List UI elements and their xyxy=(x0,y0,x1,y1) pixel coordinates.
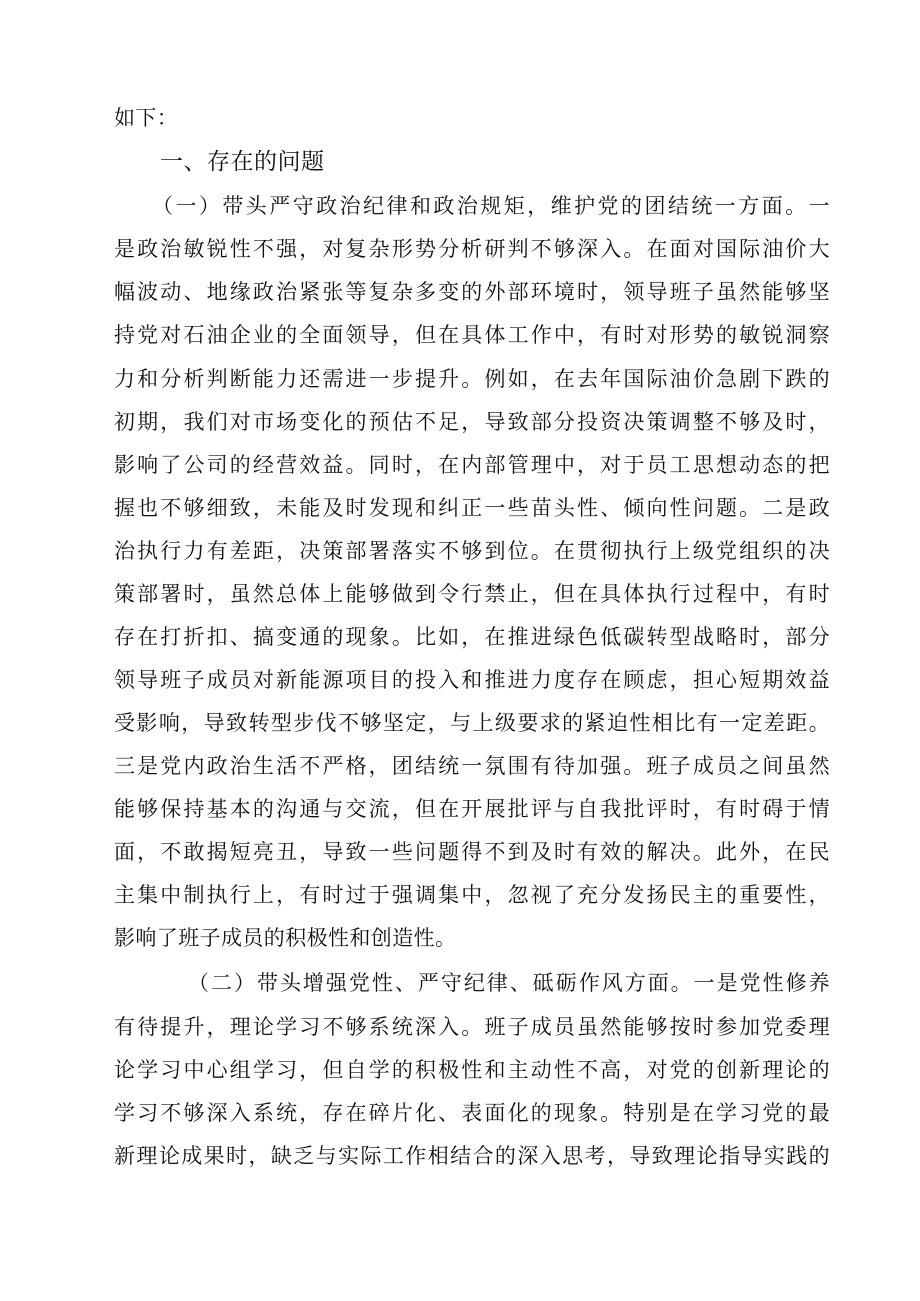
paragraph-2-line-4: 学习不够深入系统，存在碎片化、表面化的现象。特别是在学习党的最 xyxy=(114,1101,830,1125)
paragraph-2-line-5: 新理论成果时，缺乏与实际工作相结合的深入思考，导致理论指导实践的 xyxy=(114,1144,830,1168)
paragraph-1-line-11: 存在打折扣、搞变通的现象。比如，在推进绿色低碳转型战略时，部分 xyxy=(114,625,830,649)
paragraph-2-line-2: 有待提升，理论学习不够系统深入。班子成员虽然能够按时参加党委理 xyxy=(114,1015,830,1039)
paragraph-1-line-4: 持党对石油企业的全面领导，但在具体工作中，有时对形势的敏锐洞察 xyxy=(114,323,830,347)
paragraph-1-line-18: 影响了班子成员的积极性和创造性。 xyxy=(114,926,457,950)
paragraph-1-line-5: 力和分析判断能力还需进一步提升。例如，在去年国际油价急剧下跌的 xyxy=(114,367,830,391)
paragraph-1-line-10: 策部署时，虽然总体上能够做到令行禁止，但在具体执行过程中，有时 xyxy=(114,582,830,606)
paragraph-1-line-16: 面，不敢揭短亮丑，导致一些问题得不到及时有效的解决。此外，在民 xyxy=(114,840,830,864)
section-heading: 一、存在的问题 xyxy=(160,149,325,175)
paragraph-1-line-6: 初期，我们对市场变化的预估不足，导致部分投资决策调整不够及时， xyxy=(114,410,830,434)
paragraph-2-line-1: （二）带头增强党性、严守纪律、砥砺作风方面。一是党性修养 xyxy=(188,971,830,995)
paragraph-1-line-1: （一）带头严守政治纪律和政治规矩，维护党的团结统一方面。一 xyxy=(152,194,830,218)
paragraph-1-line-12: 领导班子成员对新能源项目的投入和推进力度存在顾虑，担心短期效益 xyxy=(114,668,830,692)
paragraph-1-line-14: 三是党内政治生活不严格，团结统一氛围有待加强。班子成员之间虽然 xyxy=(114,754,830,778)
intro-line: 如下： xyxy=(114,106,179,130)
paragraph-1-line-15: 能够保持基本的沟通与交流，但在开展批评与自我批评时，有时碍于情 xyxy=(114,797,830,821)
paragraph-1-line-17: 主集中制执行上，有时过于强调集中，忽视了充分发扬民主的重要性， xyxy=(114,883,830,907)
paragraph-1-line-7: 影响了公司的经营效益。同时，在内部管理中，对于员工思想动态的把 xyxy=(114,453,830,477)
paragraph-2-line-3: 论学习中心组学习，但自学的积极性和主动性不高，对党的创新理论的 xyxy=(114,1058,830,1082)
paragraph-1-line-8: 握也不够细致，未能及时发现和纠正一些苗头性、倾向性问题。二是政 xyxy=(114,496,830,520)
paragraph-1-line-3: 幅波动、地缘政治紧张等复杂多变的外部环境时，领导班子虽然能够坚 xyxy=(114,280,830,304)
paragraph-1-line-13: 受影响，导致转型步伐不够坚定，与上级要求的紧迫性相比有一定差距。 xyxy=(114,711,830,735)
paragraph-1-line-2: 是政治敏锐性不强，对复杂形势分析研判不够深入。在面对国际油价大 xyxy=(114,237,830,261)
paragraph-1-line-9: 治执行力有差距，决策部署落实不够到位。在贯彻执行上级党组织的决 xyxy=(114,539,830,563)
